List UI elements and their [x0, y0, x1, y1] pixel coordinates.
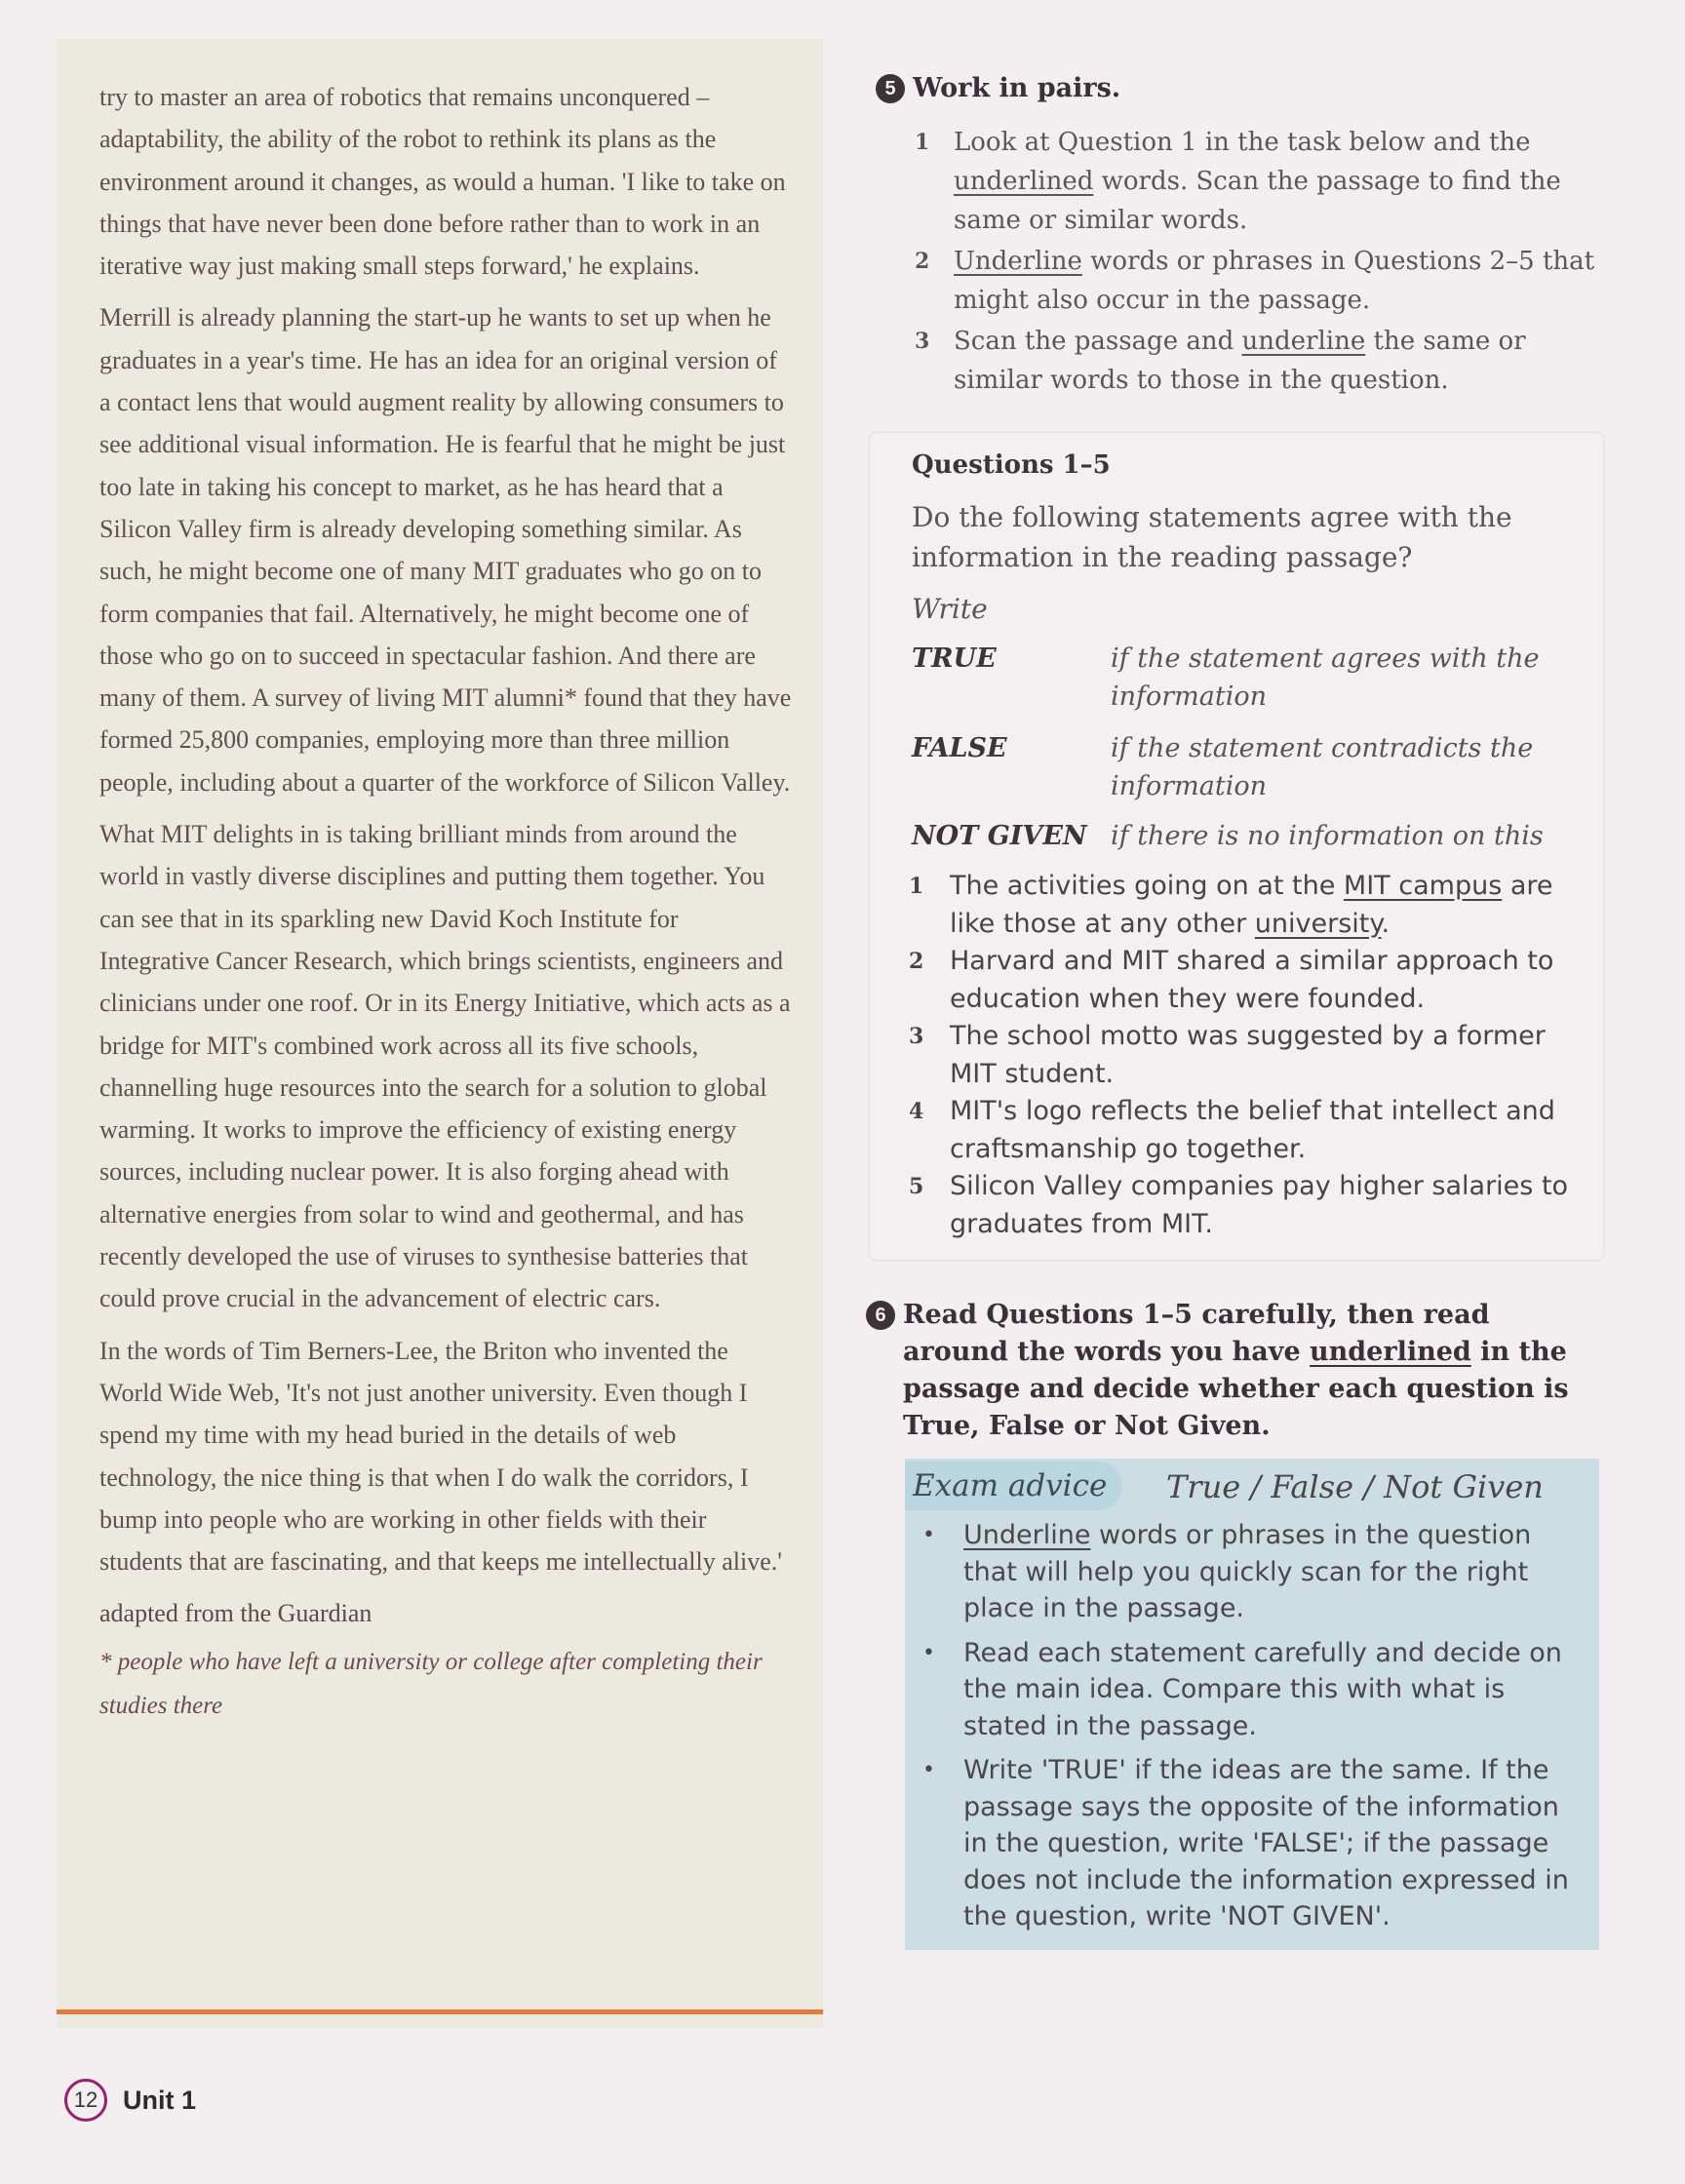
step-6-heading	[866, 1297, 1587, 1445]
bullet-icon: •	[922, 1758, 935, 1782]
step-5-heading	[876, 70, 1597, 107]
passage-footnote: * people who have left a university or college after completing their studies there	[99, 1649, 763, 1720]
advice-item: • Read each statement carefully and decide on the main idea. Compare this with what is stated in the passage.	[922, 1635, 1591, 1745]
questions-write-label: Write	[912, 593, 988, 625]
bullet-icon: •	[922, 1523, 935, 1547]
reading-passage	[57, 39, 823, 2028]
questions-list	[909, 868, 1591, 1243]
unit-label: Unit 1	[123, 2085, 197, 2115]
step-5-number: 5	[876, 74, 905, 103]
question-item: 1 The activities going on at the MIT campus are like those at any other university.	[909, 871, 1553, 939]
question-item: 4 MIT's logo reflects the belief that intellect and craftsmanship go together.	[909, 1096, 1555, 1164]
bullet-icon: •	[922, 1640, 935, 1665]
passage-paragraph: What MIT delights in is taking brilliant minds from around the world in vastly diverse disciplines and putting them together. You can see that in its sparkling new David Koch Institute for Integrative Cancer Research, which brings scientists, engineers and clinicians under one roof. Or in its Energy Initiative, which acts as a bridge for MIT's combined work across all its five schools, channelling huge resources into the search for a solution to global warming. It works to improve the efficiency of existing energy sources, including nuclear power. It is also forging ahead with alternative energies from solar to wind and geothermal, and has recently developed the use of viruses to synthesise batteries that could prove crucial in the advancement of electric cars.	[99, 820, 791, 1313]
list-item: 1 Look at Question 1 in the task below and the underlined words. Scan the passage to find the same or similar words.	[915, 128, 1561, 235]
passage-paragraph: In the words of Tim Berners-Lee, the Briton who invented the World Wide Web, 'It's not just another university. Even though I spend my time with my head buried in the details of web technology, the nice thing is that when I do walk the corridors, I bump into people who are working in other fields with their students that are fascinating, and that keeps me intellectually alive.'	[99, 1336, 782, 1577]
page-footer	[64, 2079, 196, 2122]
step-5-title: Work in pairs.	[913, 73, 1121, 103]
advice-item: • Write 'TRUE' if the ideas are the same. If the passage says the opposite of the information in the question, write 'FALSE'; if the passage does not include the information expressed in the question, write 'NOT GIVEN'.	[922, 1752, 1591, 1935]
step-6-number: 6	[866, 1301, 895, 1330]
question-item: 2 Harvard and MIT shared a similar approach to education when they were founded.	[909, 946, 1554, 1014]
passage-bottom-rule	[57, 2009, 823, 2014]
exam-advice-list	[922, 1517, 1591, 1943]
exam-advice-tag: Exam advice	[905, 1462, 1122, 1510]
list-item: 2 Underline words or phrases in Questions 2–5 that might also occur in the passage.	[915, 247, 1595, 315]
page-number: 12	[64, 2079, 107, 2122]
list-item: 3 Scan the passage and underline the same or similar words to those in the question.	[915, 327, 1526, 395]
question-item: 3 The school motto was suggested by a former MIT student.	[909, 1021, 1546, 1089]
definition-false: FALSE if the statement contradicts the information	[912, 733, 1534, 801]
step-6-text: Read Questions 1–5 carefully, then read around the words you have underlined in the passage and decide whether each question is True, False or Not Given.	[903, 1300, 1569, 1441]
definition-not-given: NOT GIVEN if there is no information on this	[912, 821, 1544, 851]
exam-advice-title: True / False / Not Given	[1166, 1468, 1544, 1505]
passage-source: adapted from the Guardian	[99, 1599, 372, 1628]
questions-instruction: Do the following statements agree with the information in the reading passage?	[912, 501, 1512, 573]
passage-paragraph: try to master an area of robotics that remains unconquered – adaptability, the ability of the robot to rethink its plans as the environment around it changes, as would a human. 'I like to take on things that have never been done before rather than to work in an iterative way just making small steps forward,' he explains.	[99, 83, 786, 281]
passage-paragraph: Merrill is already planning the start-up he wants to set up when he graduates in a year's time. He has an idea for an original version of a contact lens that would augment reality by allowing consumers to see additional visual information. He is fearful that he might be just too late in taking his concept to market, as he has heard that a Silicon Valley firm is already developing something similar. As such, he might become one of many MIT graduates who go on to form companies that fail. Alternatively, he might become one of those who go on to succeed in spectacular fashion. And there are many of them. A survey of living MIT alumni* found that they have formed 25,800 companies, employing more than three million people, including about a quarter of the workforce of Silicon Valley.	[99, 303, 792, 797]
advice-item: • Underline words or phrases in the question that will help you quickly scan for the right place in the passage.	[922, 1517, 1591, 1627]
question-item: 5 Silicon Valley companies pay higher salaries to graduates from MIT.	[909, 1171, 1569, 1239]
pairs-task-list	[915, 123, 1597, 402]
questions-title: Questions 1–5	[912, 450, 1111, 480]
definition-true: TRUE if the statement agrees with the information	[912, 644, 1540, 712]
